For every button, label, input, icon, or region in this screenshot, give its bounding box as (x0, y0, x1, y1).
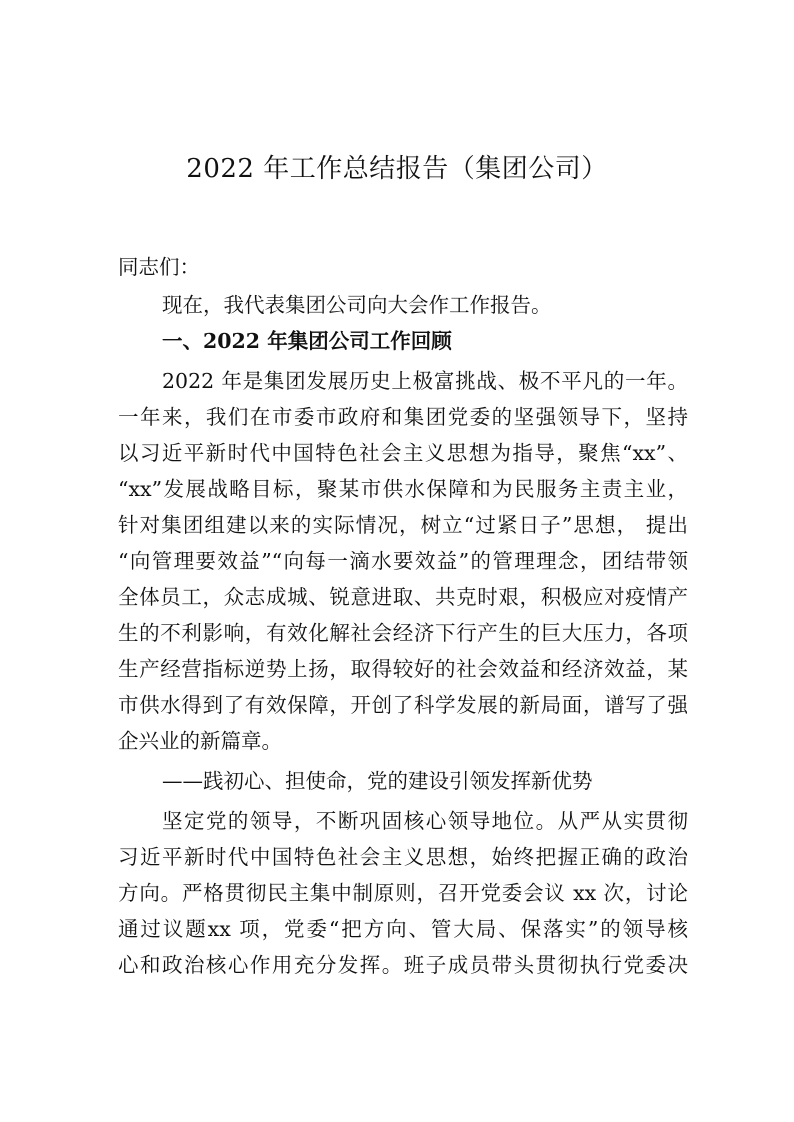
paragraph-line: “向管理要效益”“向每一滴水要效益”的管理理念，团结带领 (118, 549, 688, 573)
section-heading: 一、2022 年集团公司工作回顾 (162, 329, 452, 353)
salutation: 同志们： (118, 255, 200, 279)
paragraph-line: 通过议题xx 项，党委“把方向、管大局、保落实”的领导核 (118, 917, 688, 941)
paragraph-line: 一年来，我们在市委市政府和集团党委的坚强领导下，坚持 (118, 405, 688, 429)
intro-paragraph: 现在，我代表集团公司向大会作工作报告。 (162, 293, 552, 317)
paragraph-line: 心和政治核心作用充分发挥。班子成员带头贯彻执行党委决 (118, 953, 688, 977)
paragraph-line: 方向。严格贯彻民主集中制原则，召开党委会议 xx 次，讨论 (118, 881, 688, 905)
document-title: 2022 年工作总结报告（集团公司） (186, 154, 608, 184)
paragraph-line: 针对集团组建以来的实际情况，树立“过紧日子”思想， 提出 (118, 513, 688, 537)
paragraph-line: 市供水得到了有效保障，开创了科学发展的新局面，谱写了强 (118, 693, 688, 717)
paragraph-line: 生的不利影响，有效化解社会经济下行产生的巨大压力，各项 (118, 621, 688, 645)
paragraph-line: 生产经营指标逆势上扬，取得较好的社会效益和经济效益，某 (118, 657, 688, 681)
paragraph-line: 企兴业的新篇章。 (118, 729, 282, 753)
subheading: ——践初心、担使命，党的建设引领发挥新优势 (162, 769, 593, 793)
paragraph-line: 坚定党的领导，不断巩固核心领导地位。从严从实贯彻 (162, 809, 688, 833)
paragraph-line: “xx”发展战略目标，聚某市供水保障和为民服务主责主业， (118, 477, 688, 501)
paragraph-line: 2022 年是集团发展历史上极富挑战、极不平凡的一年。 (162, 369, 688, 393)
paragraph-line: 全体员工，众志成城、锐意进取、共克时艰，积极应对疫情产 (118, 585, 688, 609)
paragraph-line: 以习近平新时代中国特色社会主义思想为指导，聚焦“xx”、 (118, 441, 688, 465)
paragraph-line: 习近平新时代中国特色社会主义思想，始终把握正确的政治 (118, 845, 688, 869)
